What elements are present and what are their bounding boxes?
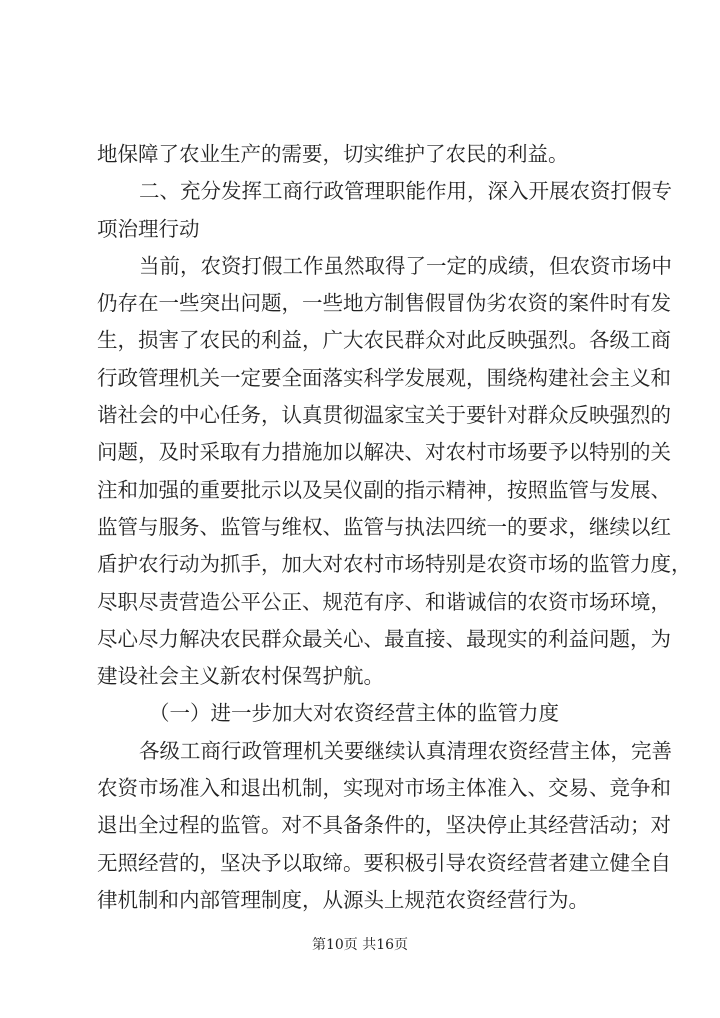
text-line: 问题，及时采取有力措施加以解决、对农村市场要予以特别的关 — [97, 440, 671, 465]
text-line: 无照经营的，坚决予以取缔。要积极引导农资经营者建立健全自 — [97, 850, 671, 875]
text-line: 生，损害了农民的利益，广大农民群众对此反映强烈。各级工商 — [97, 328, 671, 353]
page-number-footer: 第10页 共16页 — [311, 937, 409, 953]
section-heading-line: 二、充分发挥工商行政管理职能作用，深入开展农资打假专 — [139, 179, 672, 204]
text-line: 当前，农资打假工作虽然取得了一定的成绩，但农资市场中 — [139, 253, 672, 278]
text-line: 监管与服务、监管与维权、监管与执法四统一的要求，继续以红 — [97, 514, 671, 539]
document-body — [97, 136, 692, 919]
text-line: 尽心尽力解决农民群众最关心、最直接、最现实的利益问题，为 — [97, 626, 671, 651]
text-line: 各级工商行政管理机关要继续认真清理农资经营主体，完善 — [139, 738, 672, 763]
text-line: 盾护农行动为抓手，加大对农村市场特别是农资市场的监管力度， — [97, 552, 692, 577]
text-line: 律机制和内部管理制度，从源头上规范农资经营行为。 — [97, 887, 589, 912]
text-line: 农资市场准入和退出机制，实现对市场主体准入、交易、竞争和 — [97, 776, 671, 801]
text-line: 退出全过程的监管。对不具备条件的，坚决停止其经营活动；对 — [97, 813, 671, 838]
text-line: 仍存在一些突出问题，一些地方制售假冒伪劣农资的案件时有发 — [97, 291, 671, 316]
section-heading-line: 项治理行动 — [97, 216, 200, 241]
text-line: 谐社会的中心任务，认真贯彻温家宝关于要针对群众反映强烈的 — [97, 403, 671, 428]
subsection-heading: （一）进一步加大对农资经营主体的监管力度 — [149, 701, 559, 726]
text-line: 注和加强的重要批示以及吴仪副的指示精神，按照监管与发展、 — [97, 477, 671, 502]
text-line: 地保障了农业生产的需要，切实维护了农民的利益。 — [97, 142, 569, 166]
text-line: 尽职尽责营造公平公正、规范有序、和谐诚信的农资市场环境， — [97, 589, 671, 614]
text-line: 行政管理机关一定要全面落实科学发展观，围绕构建社会主义和 — [97, 365, 671, 390]
text-line: 建设社会主义新农村保驾护航。 — [97, 664, 384, 689]
